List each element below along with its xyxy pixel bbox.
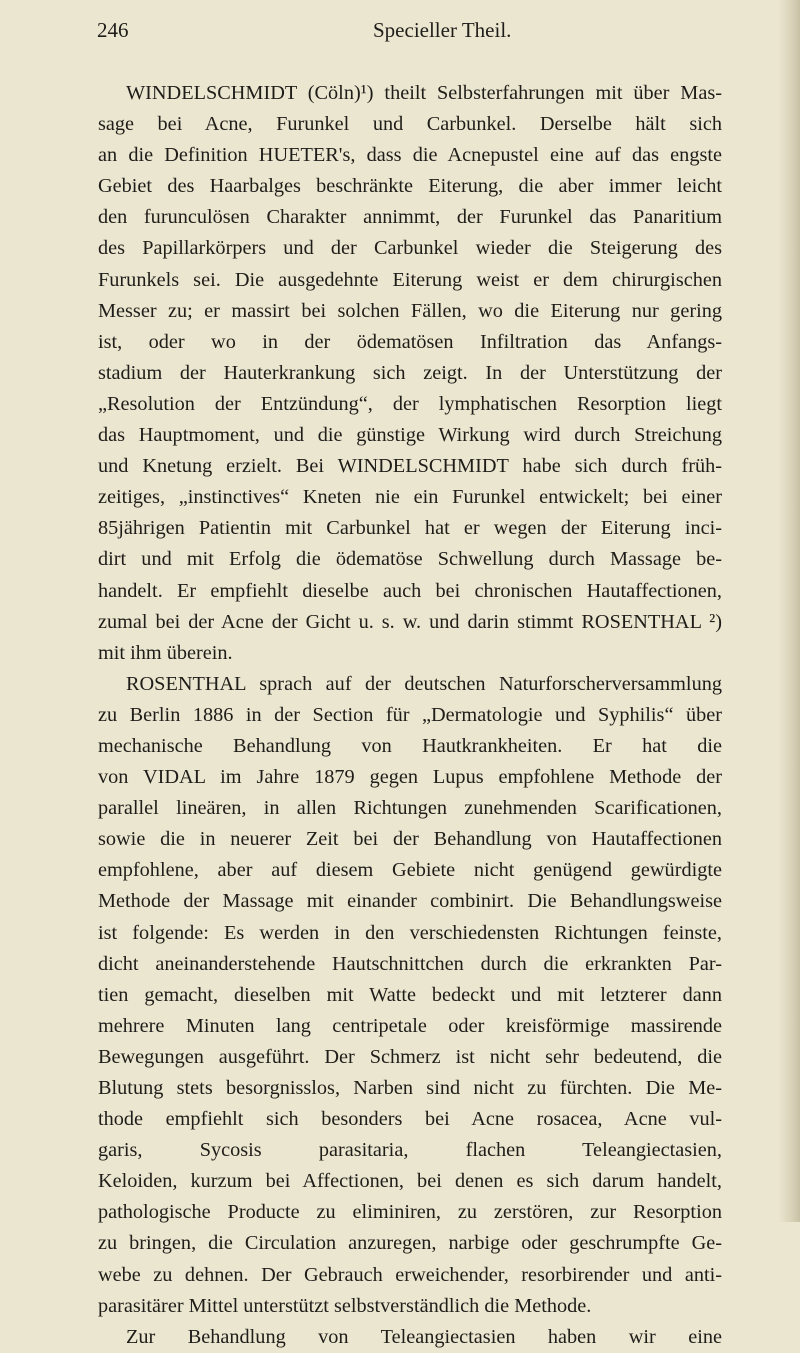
text-line: empfohlene, aber auf diesem Gebiete nicht genügend gewürdigte (98, 859, 722, 882)
text-line: 85jährigen Patientin mit Carbunkel hat er wegen der Eiterung inci- (98, 517, 722, 540)
text-line: parallel lineären, in allen Richtungen zunehmenden Scarificationen, (98, 797, 722, 820)
text-line: das Hauptmoment, und die günstige Wirkung wird durch Streichung (98, 424, 722, 447)
running-title: Specieller Theil. (373, 18, 512, 42)
page-number: 246 (97, 18, 129, 42)
text-line: mit ihm überein. (98, 641, 233, 664)
text-line: Furunkels sei. Die ausgedehnte Eiterung weist er dem chirurgischen (98, 268, 722, 291)
text-line: zeitiges, „instinctives“ Kneten nie ein Furunkel entwickelt; bei einer (98, 486, 722, 509)
text-line: an die Definition HUETER's, dass die Acnepustel eine auf das engste (98, 144, 722, 167)
text-line: Methode der Massage mit einander combinirt. Die Behandlungsweise (98, 890, 722, 913)
text-line: Messer zu; er massirt bei solchen Fällen, wo die Eiterung nur gering (98, 299, 722, 322)
text-line: Blutung stets besorgnisslos, Narben sind nicht zu fürchten. Die Me- (98, 1077, 722, 1099)
text-line: des Papillarkörpers und der Carbunkel wieder die Steigerung des (98, 237, 722, 260)
text-line: mechanische Behandlung von Hautkrankheiten. Er hat die (98, 734, 722, 757)
text-line: webe zu dehnen. Der Gebrauch erweichender, resorbirender und anti- (98, 1263, 722, 1286)
text-line: zu bringen, die Circulation anzuregen, narbige oder geschrumpfte Ge- (98, 1232, 722, 1255)
text-line: parasitärer Mittel unterstützt selbstverständlich die Methode. (98, 1294, 592, 1317)
text-line: garis, Sycosis parasitaria, flachen Teleangiectasien, (98, 1139, 722, 1162)
text-line: Zur Behandlung von Teleangiectasien haben wir eine (126, 1325, 722, 1348)
text-line: WINDELSCHMIDT (Cöln)¹) theilt Selbsterfahrungen mit über Mas- (126, 82, 722, 104)
page-edge-shadow (778, 0, 800, 1222)
text-line: dicht aneinanderstehende Hautschnittchen durch die erkrankten Par- (98, 952, 722, 975)
text-line: dirt und mit Erfolg die ödematöse Schwellung durch Massage be- (98, 548, 722, 571)
text-line: Bewegungen ausgeführt. Der Schmerz ist nicht sehr bedeutend, die (98, 1045, 722, 1068)
text-line: stadium der Hauterkrankung sich zeigt. In der Unterstützung der (98, 361, 722, 384)
text-line: ist folgende: Es werden in den verschiedensten Richtungen feinste, (98, 921, 722, 944)
text-line: von VIDAL im Jahre 1879 gegen Lupus empfohlene Methode der (98, 766, 722, 789)
text-line: sowie die in neuerer Zeit bei der Behandlung von Hautaffectionen (98, 828, 722, 851)
text-line: ist, oder wo in der ödematösen Infiltration das Anfangs- (98, 330, 722, 353)
text-line: handelt. Er empfiehlt dieselbe auch bei chronischen Hautaffectionen, (98, 579, 722, 602)
text-line: thode empfiehlt sich besonders bei Acne rosacea, Acne vul- (98, 1108, 722, 1131)
text-line: sage bei Acne, Furunkel und Carbunkel. Derselbe hält sich (98, 113, 722, 136)
text-line: zumal bei der Acne der Gicht u. s. w. und darin stimmt ROSENTHAL ²) (98, 610, 722, 633)
text-line: Keloiden, kurzum bei Affectionen, bei denen es sich darum handelt, (98, 1170, 722, 1193)
text-line: und Knetung erzielt. Bei WINDELSCHMIDT habe sich durch früh- (98, 455, 722, 478)
text-line: tien gemacht, dieselben mit Watte bedeckt und mit letzterer dann (98, 983, 722, 1006)
page-header (97, 16, 737, 52)
text-line: pathologische Producte zu eliminiren, zu zerstören, zur Resorption (98, 1201, 722, 1224)
body-text (98, 78, 722, 1353)
text-line: Gebiet des Haarbalges beschränkte Eiterung, die aber immer leicht (98, 175, 722, 198)
text-line: ROSENTHAL sprach auf der deutschen Naturforscherversammlung (126, 672, 722, 695)
text-line: zu Berlin 1886 in der Section für „Dermatologie und Syphilis“ über (98, 703, 722, 726)
text-line: mehrere Minuten lang centripetale oder kreisförmige massirende (98, 1014, 722, 1037)
text-line: „Resolution der Entzündung“, der lymphatischen Resorption liegt (98, 392, 722, 415)
text-line: den furunculösen Charakter annimmt, der Furunkel das Panaritium (98, 206, 722, 229)
